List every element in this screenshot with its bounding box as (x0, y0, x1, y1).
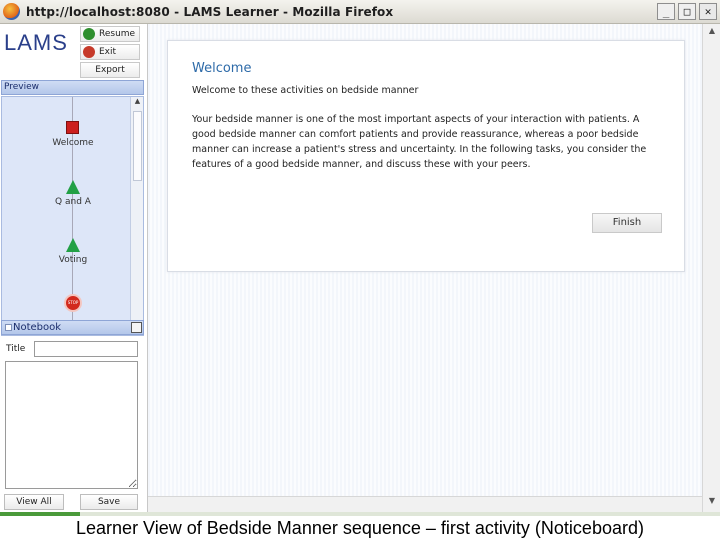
exit-icon (83, 46, 95, 58)
notebook-label: Notebook (13, 322, 62, 333)
stop-sign-icon: STOP (64, 294, 82, 312)
noticeboard-body: Your bedside manner is one of the most important aspects of your interaction with patients. A good bedside manner can comfort patients and provide reassurance, whereas a poor bedside manner can increase a patient's stress and uncertainty. In the following tasks, you consider the features of a good bedside manner, and discuss these with your peers. (192, 114, 647, 170)
finish-button[interactable]: Finish (592, 213, 662, 233)
notebook-checkbox-icon (5, 324, 12, 331)
activity-label: Welcome (52, 138, 94, 148)
activity-label: Q and A (55, 197, 91, 207)
learner-sidebar (0, 24, 148, 512)
window-title: http://localhost:8080 - LAMS Learner - Mozilla Firefox (26, 5, 394, 19)
slide-caption: Learner View of Bedside Manner sequence – first activity (Noticeboard) (0, 516, 720, 540)
exit-button[interactable] (80, 44, 140, 60)
minimize-panel-icon[interactable] (131, 322, 142, 333)
notebook-title-label: Title (6, 344, 26, 354)
page-title: Welcome (192, 61, 252, 76)
scroll-up-icon[interactable]: ▲ (708, 26, 716, 35)
current-activity-icon (66, 121, 79, 134)
preview-scrollbar[interactable] (130, 97, 144, 335)
noticeboard-card (167, 40, 685, 272)
minimize-button[interactable]: _ (657, 3, 675, 20)
main-horizontal-scrollbar[interactable] (148, 496, 702, 512)
save-button[interactable]: Save (80, 494, 138, 510)
notebook-entry-textarea[interactable] (5, 361, 138, 489)
firefox-icon (3, 3, 20, 20)
resume-icon (83, 28, 95, 40)
notebook-title-input[interactable] (34, 341, 138, 357)
pending-activity-icon (66, 180, 80, 194)
scroll-thumb[interactable] (133, 111, 142, 181)
maximize-button[interactable]: □ (678, 3, 696, 20)
preview-header[interactable]: Preview (1, 80, 144, 95)
pending-activity-icon (66, 238, 80, 252)
exit-label: Exit (99, 47, 117, 57)
sequence-preview (1, 96, 144, 336)
scroll-up-icon[interactable]: ▲ (134, 97, 141, 105)
export-label: Export (95, 65, 125, 75)
view-all-button[interactable]: View All (4, 494, 64, 510)
resume-button[interactable] (80, 26, 140, 42)
resume-label: Resume (99, 29, 136, 39)
export-button[interactable] (80, 62, 140, 78)
page-subtitle: Welcome to these activities on bedside manner (192, 85, 419, 96)
notebook-header[interactable] (1, 320, 144, 335)
scroll-down-icon[interactable]: ▼ (708, 496, 716, 505)
activity-label: Voting (58, 255, 88, 265)
lams-logo: LAMS (4, 30, 68, 55)
close-button[interactable]: ✕ (699, 3, 717, 20)
main-vertical-scrollbar[interactable] (702, 24, 720, 512)
window-titlebar (0, 0, 720, 24)
